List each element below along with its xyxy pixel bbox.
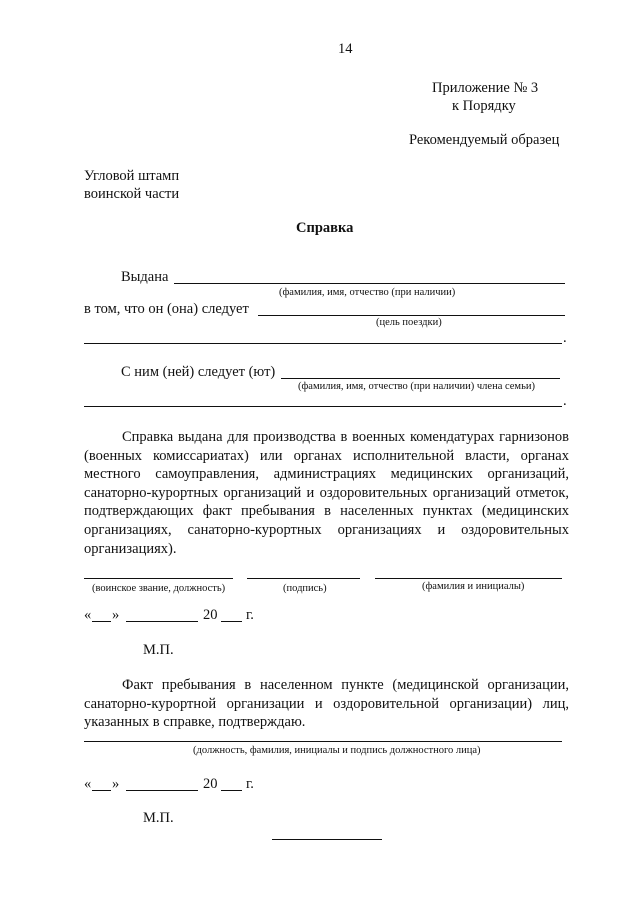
date2-close-quote: »: [112, 776, 120, 792]
document-title: Справка: [296, 220, 354, 236]
signature-hint: (подпись): [283, 583, 327, 594]
companions-line[interactable]: [281, 378, 560, 379]
companions-hint: (фамилия, имя, отчество (при наличии) члена семьи): [298, 381, 535, 392]
sample-label: Рекомендуемый образец: [409, 132, 560, 148]
purpose-hint: (цель поездки): [376, 317, 442, 328]
stamp-place-2: М.П.: [143, 810, 174, 826]
rank-line[interactable]: [84, 578, 233, 579]
companions-label: С ним (ней) следует (ют): [121, 364, 276, 380]
date1-year-suffix: г.: [246, 607, 254, 623]
purpose-period: .: [563, 330, 567, 346]
date2-year-line[interactable]: [221, 790, 242, 791]
page-number: 14: [338, 41, 353, 57]
official-hint: (должность, фамилия, инициалы и подпись должностного лица): [193, 745, 481, 756]
date2-open-quote: «: [84, 776, 92, 792]
date1-day-line[interactable]: [92, 621, 111, 622]
corner-stamp-line1: Угловой штамп: [84, 168, 180, 184]
issued-to-label: Выдана: [121, 269, 169, 285]
date1-month-line[interactable]: [126, 621, 198, 622]
companions-period: .: [563, 393, 567, 409]
date1-open-quote: «: [84, 607, 92, 623]
companions-continuation-line[interactable]: [84, 406, 562, 407]
signature-line[interactable]: [247, 578, 360, 579]
appendix-reference: к Порядку: [452, 98, 516, 114]
date2-year-suffix: г.: [246, 776, 254, 792]
closing-rule: [272, 839, 382, 840]
date2-year-prefix: 20: [203, 776, 218, 792]
name-line[interactable]: [375, 578, 562, 579]
issued-to-hint: (фамилия, имя, отчество (при наличии): [279, 287, 456, 298]
date2-month-line[interactable]: [126, 790, 198, 791]
issued-to-line[interactable]: [174, 283, 565, 284]
date1-close-quote: »: [112, 607, 120, 623]
date1-year-line[interactable]: [221, 621, 242, 622]
date1-year-prefix: 20: [203, 607, 218, 623]
purpose-continuation-line[interactable]: [84, 343, 562, 344]
appendix-number: Приложение № 3: [432, 80, 539, 96]
confirm-paragraph: Факт пребывания в населенном пункте (медицинской организации, санаторно-курортной организации и оздоровительной организации) лиц, указанных в справке, подтверждаю.: [84, 677, 569, 731]
stamp-place-1: М.П.: [143, 642, 174, 658]
follows-label: в том, что он (она) следует: [84, 301, 249, 317]
main-paragraph: Справка выдана для производства в военных комендатурах гарнизонов (военных комиссариатах) или органах исполнительной власти, органах местного самоуправления, администрациях медицинских организаций, санаторно-курортных организаций и оздоровительных организаций отметок, подтверждающих факт пребывания в населенных пунктах (медицинских организациях, санаторно-курортных организациях и оздоровительных организациях).: [84, 429, 569, 557]
follows-line[interactable]: [258, 315, 565, 316]
corner-stamp-line2: воинской части: [84, 186, 180, 202]
date2-day-line[interactable]: [92, 790, 111, 791]
name-hint: (фамилия и инициалы): [422, 581, 525, 592]
official-line[interactable]: [84, 741, 562, 742]
rank-hint: (воинское звание, должность): [92, 583, 226, 594]
